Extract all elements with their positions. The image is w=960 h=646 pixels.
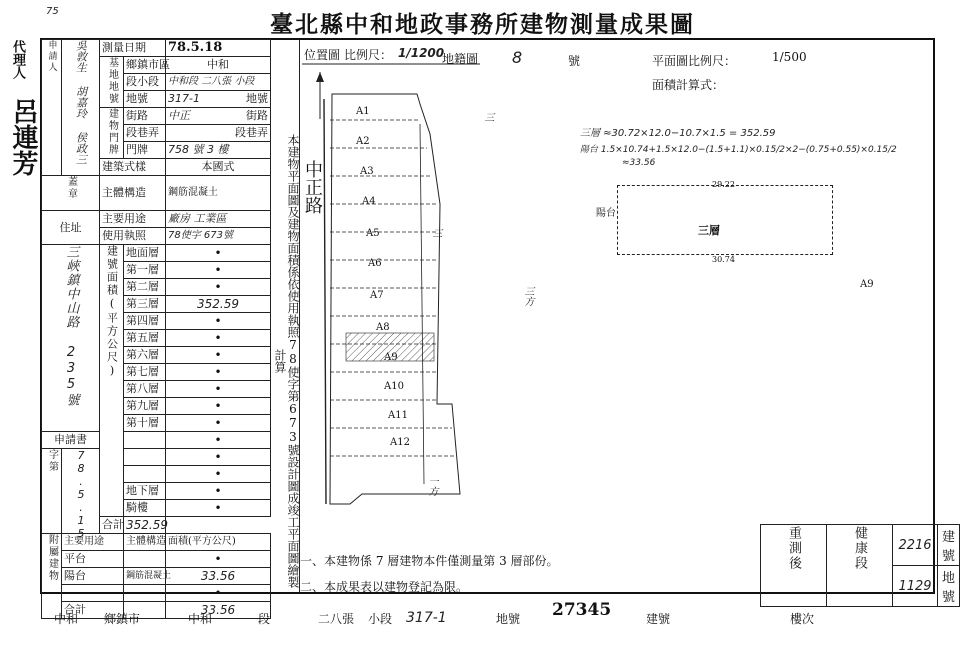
floor-value-11: • bbox=[166, 432, 271, 449]
floor-name-10: 第十層 bbox=[124, 415, 166, 432]
section-value: 中和段 二八張 小段 bbox=[166, 74, 271, 91]
registration-table bbox=[41, 39, 271, 619]
plan-balcony-label: 陽台 bbox=[596, 208, 616, 219]
street-label: 街路 bbox=[124, 108, 166, 125]
annex-use-label: 主要用途 bbox=[62, 534, 124, 551]
annex-area-1: 33.56 bbox=[166, 568, 271, 585]
basement-label: 地下層 bbox=[124, 483, 166, 500]
floor-value-4: • bbox=[166, 313, 271, 330]
floor-name-11 bbox=[124, 432, 166, 449]
plan-scale-value: 1/500 bbox=[772, 50, 807, 64]
survey-date: 78.5.18 bbox=[166, 40, 271, 57]
parcel-a2: A2 bbox=[356, 136, 370, 147]
stamp-bldg-no: 2216 bbox=[893, 525, 938, 566]
floor-name-12 bbox=[124, 449, 166, 466]
parcel-a5: A5 bbox=[366, 228, 380, 239]
floor-name-2: 第二層 bbox=[124, 279, 166, 296]
township-value: 中和 bbox=[166, 57, 271, 74]
annex-use-2 bbox=[62, 585, 124, 602]
agent-label: 代理人 bbox=[10, 40, 25, 79]
footer-township-value: 中和 bbox=[188, 612, 213, 626]
lot-suffix: 地號 bbox=[246, 92, 268, 105]
annex-struct-label: 主體構造 bbox=[124, 534, 166, 551]
arcade-label: 騎樓 bbox=[124, 500, 166, 517]
style-value: 本國式 bbox=[166, 159, 271, 176]
side-explanation: 本建物平面圖及建物面積係依使用執照78使字第673號設計圖成竣工平面圖繪製計算 bbox=[271, 40, 300, 592]
parcel-a3: A3 bbox=[360, 166, 374, 177]
floor-value-8: • bbox=[166, 381, 271, 398]
floor-value-10: • bbox=[166, 415, 271, 432]
annex-area-label: 面積(平方公尺) bbox=[166, 534, 271, 551]
floor-value-7: • bbox=[166, 364, 271, 381]
permit-value: 78使字 673號 bbox=[166, 228, 271, 245]
address-value: 三峽鎮中山路 235號 bbox=[42, 245, 100, 432]
parcel-a4: A4 bbox=[362, 196, 376, 207]
township-label: 鄉鎮市區 bbox=[124, 57, 166, 74]
map-mark-1: 三 bbox=[482, 112, 493, 122]
floor-value-5: • bbox=[166, 330, 271, 347]
door-group-label: 建物門牌 bbox=[100, 108, 124, 159]
parcel-a9: A9 bbox=[384, 352, 398, 363]
footer-lot-value: 317-1 bbox=[406, 610, 447, 626]
door-value: 758 號 3 樓 bbox=[166, 142, 271, 159]
door-label: 門牌 bbox=[124, 142, 166, 159]
stamp-section: 健康段 bbox=[827, 525, 893, 607]
app-doc-word: 字第 bbox=[42, 449, 62, 534]
floor-name-1: 第一層 bbox=[124, 262, 166, 279]
area-formula-label: 面積計算式： bbox=[652, 78, 725, 92]
parcel-a11: A11 bbox=[388, 410, 408, 421]
cadastral-label: 地籍圖 bbox=[442, 52, 479, 66]
app-doc-no: 78.5.15 bbox=[62, 449, 100, 534]
parcel-a8: A8 bbox=[376, 322, 390, 333]
calc-line-1: 三層 ≈30.72×12.0−10.7×1.5 = 352.59 bbox=[580, 128, 776, 139]
floor-plan bbox=[617, 185, 833, 255]
seal-label: 蓋章 bbox=[42, 176, 100, 211]
parcel-a10: A10 bbox=[384, 381, 404, 392]
map-mark-3: 三方 bbox=[522, 286, 533, 306]
note-1: 一、本建物係 7 層建物本件僅測量第 3 層部份。 bbox=[300, 554, 559, 568]
map-mark-4: 一方 bbox=[426, 476, 437, 496]
footer-township-label: 鄉鎮市 bbox=[104, 612, 141, 626]
structure-label: 主體構造 bbox=[100, 176, 166, 211]
land-label: 基地地號 bbox=[100, 57, 124, 108]
annex-use-0: 平台 bbox=[62, 551, 124, 568]
annex-label: 附屬建物 bbox=[42, 534, 62, 619]
footer-city: 中和 bbox=[54, 612, 79, 626]
floor-name-9: 第九層 bbox=[124, 398, 166, 415]
position-map bbox=[302, 64, 480, 534]
street-suffix: 街路 bbox=[246, 109, 268, 122]
floor-value-2: • bbox=[166, 279, 271, 296]
annex-struct-0 bbox=[124, 551, 166, 568]
applicant-cell: 申請人 bbox=[42, 40, 62, 176]
road-label: 中正路 bbox=[302, 160, 323, 214]
floor-value-9: • bbox=[166, 398, 271, 415]
total-label: 合計 bbox=[100, 517, 124, 534]
agent-name: 呂連芳 bbox=[8, 98, 38, 176]
position-label: 位置圖 bbox=[304, 48, 341, 62]
structure-value: 鋼筋混凝土 bbox=[166, 176, 271, 211]
stamp-lot-suffix: 地號 bbox=[937, 566, 959, 607]
hao-label: 號 bbox=[568, 54, 581, 68]
use-label: 主要用途 bbox=[100, 211, 166, 228]
lot-value: 317-1 bbox=[168, 92, 200, 105]
stamp-bldg-suffix: 建號 bbox=[937, 525, 959, 566]
footer-section-label: 段 bbox=[258, 612, 271, 626]
cadastral-num: 8 bbox=[512, 48, 523, 67]
lane-value: 段巷弄 bbox=[166, 125, 271, 142]
floor-name-5: 第五層 bbox=[124, 330, 166, 347]
floor-value-12: • bbox=[166, 449, 271, 466]
lot-label: 地號 bbox=[124, 91, 166, 108]
stamp-label: 重測後 bbox=[761, 525, 827, 607]
floor-name-4: 第四層 bbox=[124, 313, 166, 330]
use-value: 廠房 工業區 bbox=[166, 211, 271, 228]
plan-floor-label: 三層 bbox=[698, 224, 720, 237]
lane-label: 段巷弄 bbox=[124, 125, 166, 142]
plan-scale-label: 平面圖比例尺： bbox=[652, 54, 737, 68]
floor-name-0: 地面層 bbox=[124, 245, 166, 262]
floor-name-13 bbox=[124, 466, 166, 483]
footer-lot-label: 地號 bbox=[496, 612, 521, 626]
calc-line-3: ≈33.56 bbox=[622, 158, 656, 168]
scale-value: 1/1200 bbox=[398, 46, 445, 60]
parcel-a7: A7 bbox=[370, 290, 384, 301]
annex-area-2: • bbox=[166, 585, 271, 602]
floor-value-0: • bbox=[166, 245, 271, 262]
stamp-lot-no: 1129 bbox=[893, 566, 938, 607]
permit-label: 使用執照 bbox=[100, 228, 166, 245]
plan-top-dim: 29.22 bbox=[712, 180, 735, 189]
floor-name-7: 第七層 bbox=[124, 364, 166, 381]
note-2: 二、本成果表以建物登記為限。 bbox=[300, 580, 469, 594]
floor-name-3: 第三層 bbox=[124, 296, 166, 313]
plan-bottom-dim: 30.74 bbox=[712, 255, 735, 264]
survey-date-label: 測量日期 bbox=[100, 40, 166, 57]
style-label: 建築式樣 bbox=[100, 159, 166, 176]
footer-subsection-label: 小段 bbox=[368, 612, 393, 626]
app-doc-label: 申請書 bbox=[42, 432, 100, 449]
top-note: 75 bbox=[46, 6, 59, 17]
serial-number: 27345 bbox=[552, 600, 612, 620]
floor-value-3: 352.59 bbox=[166, 296, 271, 313]
applicant-names: 吳敦生 胡嘉玲 侯政三 bbox=[62, 40, 100, 176]
calc-line-2: 陽台 1.5×10.74+1.5×12.0−(1.5+1.1)×0.15/2×2−(0.75+0.55)×0.15/2 bbox=[580, 145, 897, 155]
floor-name-8: 第八層 bbox=[124, 381, 166, 398]
footer-subsection-value: 二八張 bbox=[318, 612, 355, 626]
section-label: 段小段 bbox=[124, 74, 166, 91]
total-value: 352.59 bbox=[124, 517, 166, 534]
annex-total: 33.56 bbox=[166, 602, 271, 619]
footer-floor-label: 樓次 bbox=[790, 612, 815, 626]
plan-a9: A9 bbox=[860, 279, 874, 290]
arcade-value: • bbox=[166, 500, 271, 517]
resurvey-stamp bbox=[760, 524, 960, 607]
parcel-a12: A12 bbox=[390, 437, 410, 448]
map-mark-2: 三 bbox=[430, 228, 441, 238]
parcel-a1: A1 bbox=[356, 106, 370, 117]
floor-value-6: • bbox=[166, 347, 271, 364]
area-group-label: 建號面積(平方公尺) bbox=[100, 245, 124, 517]
address-label: 住址 bbox=[42, 211, 100, 245]
footer-bldg-label: 建號 bbox=[646, 612, 671, 626]
annex-total-label: 合計 bbox=[62, 602, 124, 619]
floor-name-6: 第六層 bbox=[124, 347, 166, 364]
annex-struct-2 bbox=[124, 585, 166, 602]
parcel-a6: A6 bbox=[368, 258, 382, 269]
annex-use-1: 陽台 bbox=[62, 568, 124, 585]
floor-value-13: • bbox=[166, 466, 271, 483]
page-title: 臺北縣中和地政事務所建物測量成果圖 bbox=[270, 11, 695, 38]
scale-label: 比例尺： bbox=[344, 48, 393, 62]
basement-value: • bbox=[166, 483, 271, 500]
floor-value-1: • bbox=[166, 262, 271, 279]
annex-area-0: • bbox=[166, 551, 271, 568]
annex-struct-1: 鋼筋混凝土 bbox=[124, 568, 166, 585]
street-value: 中正 bbox=[168, 109, 190, 122]
